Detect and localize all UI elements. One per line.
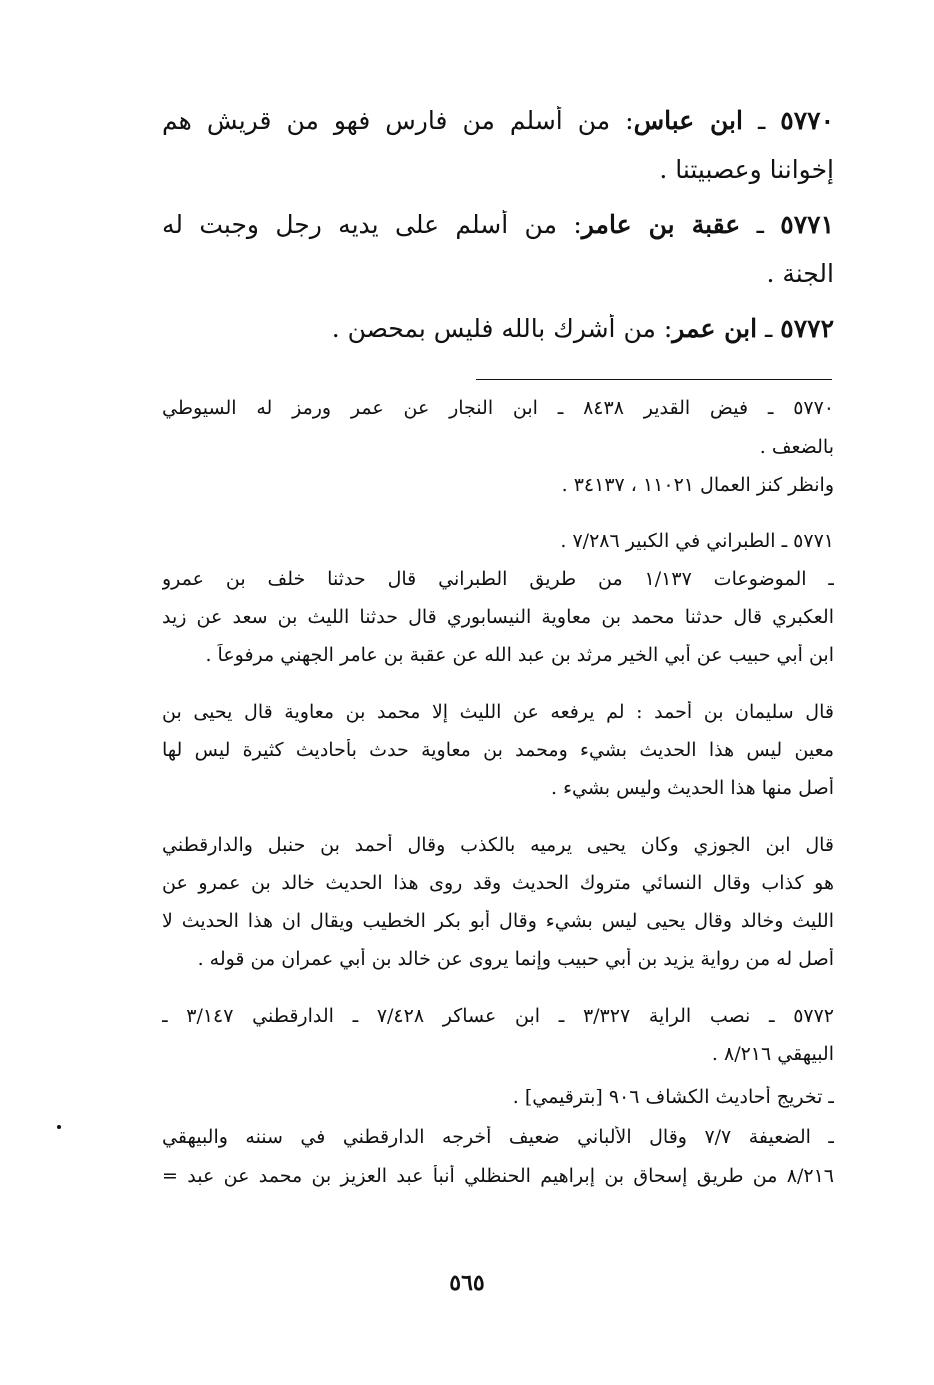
entry-5772-line1: ٥٧٧٢ ـ ابن عمر: من أشرك بالله فليس بمحصن . bbox=[331, 314, 834, 343]
page-number: ٥٦٥ bbox=[449, 1270, 485, 1296]
entry-number: ٥٧٧١ bbox=[780, 210, 834, 239]
footnote-line: ـ الضعيفة ٧/٧ وقال الألباني ضعيف أخرجه الدارقطني في سننه والبيهقي bbox=[162, 1126, 834, 1148]
entry-text: : من أشرك بالله فليس بمحصن . bbox=[331, 314, 673, 343]
entry-text: : من أسلم على يديه رجل وجبت له bbox=[162, 210, 582, 239]
entry-number: ٥٧٧٠ bbox=[780, 106, 834, 135]
entry-number: ٥٧٧٢ bbox=[780, 314, 834, 343]
footnote-line: وانظر كنز العمال ١١٠٢١ ، ٣٤١٣٧ . bbox=[561, 474, 834, 496]
footnote-line: ٨/٢١٦ من طريق إسحاق بن إبراهيم الحنظلي أنبأ عبد العزيز بن محمد عن عبد = bbox=[162, 1165, 834, 1187]
footnote-line: ٥٧٧٢ ـ نصب الراية ٣/٣٢٧ ـ ابن عساكر ٧/٤٢٨ ـ الدارقطني ٣/١٤٧ ـ bbox=[162, 1005, 834, 1027]
entry-5771-line2: الجنة . bbox=[766, 259, 834, 288]
footnote-divider bbox=[476, 379, 832, 380]
entry-5770-line2: إخواننا وعصبيتنا . bbox=[659, 155, 834, 184]
entry-narrator: ابن عمر bbox=[672, 314, 758, 343]
footnote-line: أصل منها هذا الحديث وليس بشيء . bbox=[551, 777, 834, 799]
footnote-line: ابن أبي حبيب عن أبي الخير مرثد بن عبد الله عن عقبة بن عامر الجهني مرفوعاً . bbox=[205, 644, 834, 666]
entry-text: : من أسلم من فارس فهو من قريش هم bbox=[162, 106, 634, 135]
footnote-line: أصل له من رواية يزيد بن أبي حبيب وإنما يروى عن خالد بن أبي عمران من قوله . bbox=[197, 948, 834, 970]
entry-5770-line1: ٥٧٧٠ ـ ابن عباس: من أسلم من فارس فهو من قريش هم bbox=[162, 106, 834, 135]
footnote-line: العكبري قال حدثنا محمد بن معاوية النيسابوري قال حدثنا الليث بن سعد عن زيد bbox=[162, 606, 834, 628]
footnote-line: الليث وخالد وقال يحيى ليس بشيء وقال أبو بكر الخطيب ويقال ان هذا الحديث لا bbox=[162, 910, 834, 932]
footnote-line: ـ الموضوعات ١/١٣٧ من طريق الطبراني قال حدثنا خلف بن عمرو bbox=[162, 568, 834, 590]
stray-mark bbox=[57, 1125, 61, 1129]
footnote-line: معين ليس هذا الحديث بشيء ومحمد بن معاوية حدث بأحاديث كثيرة ليس لها bbox=[162, 739, 834, 761]
footnote-line: هو كذاب وقال النسائي متروك الحديث وقد روى هذا الحديث خالد بن عمرو عن bbox=[162, 872, 834, 894]
footnote-line: ٥٧٧١ ـ الطبراني في الكبير ٧/٢٨٦ . bbox=[560, 530, 834, 552]
entry-narrator: ابن عباس bbox=[633, 106, 743, 135]
footnote-line: ٥٧٧٠ ـ فيض القدير ٨٤٣٨ ـ ابن النجار عن عمر ورمز له السيوطي bbox=[162, 397, 834, 419]
footnote-line: قال سليمان بن أحمد : لم يرفعه عن الليث إلا محمد بن معاوية قال يحيى بن bbox=[162, 701, 834, 723]
footnote-line: بالضعف . bbox=[759, 436, 834, 458]
entry-narrator: عقبة بن عامر bbox=[581, 210, 741, 239]
footnote-line: ـ تخريج أحاديث الكشاف ٩٠٦ [بترقيمي] . bbox=[512, 1086, 834, 1108]
footnote-line: قال ابن الجوزي وكان يحيى يرميه بالكذب وقال أحمد بن حنبل والدارقطني bbox=[162, 834, 834, 856]
footnote-line: البيهقي ٨/٢١٦ . bbox=[711, 1043, 834, 1065]
entry-5771-line1: ٥٧٧١ ـ عقبة بن عامر: من أسلم على يديه رجل وجبت له bbox=[162, 210, 834, 239]
